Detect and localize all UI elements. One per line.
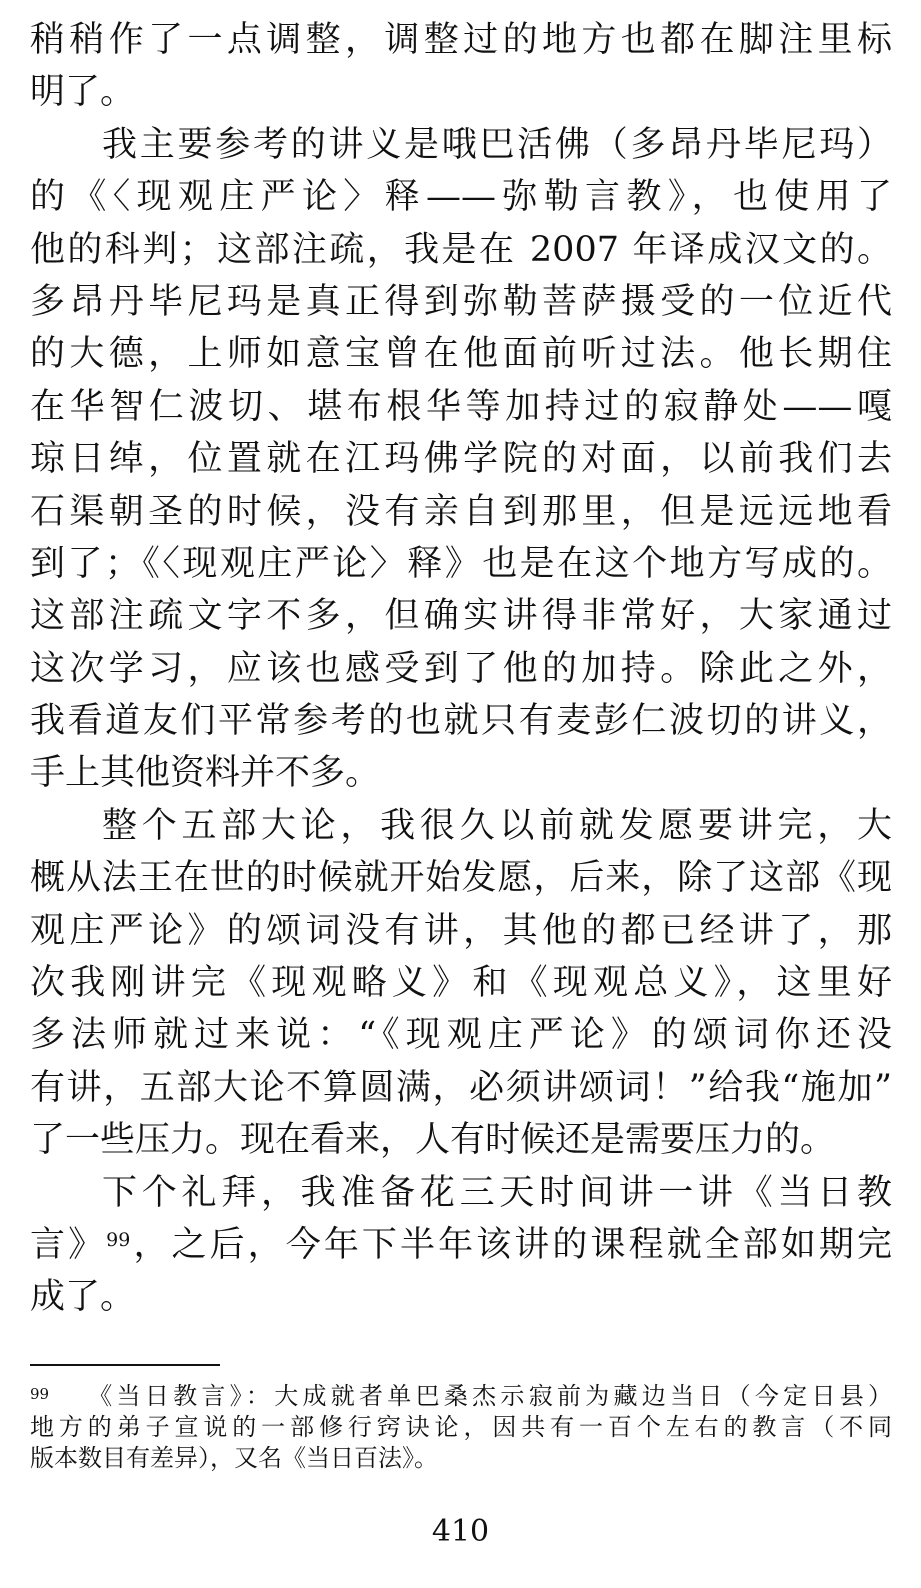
text-line: 的大德，上师如意宝曾在他面前听过法。他长期住: [30, 334, 892, 375]
text-line: 在华智仁波切、堪布根华等加持过的寂静处——嘎: [30, 386, 892, 427]
main-text: [30, 14, 892, 1324]
text-line: 这次学习，应该也感受到了他的加持。除此之外，: [30, 648, 892, 689]
footnote: [30, 1381, 892, 1474]
text-line: 石渠朝圣的时候，没有亲自到那里，但是远远地看: [30, 491, 892, 532]
text-segment: ，之后，今年下半年该讲的课程就全部如期完: [130, 1224, 892, 1265]
footnote-line: 版本数目有差异），又名《当日百法》。: [30, 1444, 438, 1472]
footnote-mark: 99: [30, 1385, 50, 1403]
paragraph-start: 我主要参考的讲义是哦巴活佛（多昂丹毕尼玛）: [102, 124, 892, 165]
text-line: 稍稍作了一点调整，调整过的地方也都在脚注里标: [30, 20, 892, 60]
text-line: 手上其他资料并不多。: [30, 753, 381, 794]
footnote-line: [30, 1381, 892, 1412]
text-line: 成了。: [30, 1277, 136, 1318]
footnote-text: 《当日教言》：大成就者单巴桑杰示寂前为藏边当日（今定日县）: [84, 1382, 892, 1410]
text-line: 到了；《〈现观庄严论〉释》也是在这个地方写成的。: [30, 543, 892, 584]
text-line: 了一些压力。现在看来，人有时候还是需要压力的。: [30, 1120, 836, 1161]
text-line: 多法师就过来说：“《现观庄严论》的颂词你还没: [30, 1015, 892, 1056]
text-line: 我看道友们平常参考的也就只有麦彭仁波切的讲义，: [30, 701, 892, 742]
footnote-reference[interactable]: 99: [106, 1228, 131, 1251]
text-line: 这部注疏文字不多，但确实讲得非常好，大家通过: [30, 596, 892, 637]
text-line: 琼日绰，位置就在江玛佛学院的对面，以前我们去: [30, 439, 892, 480]
page-number: 410: [431, 1514, 490, 1549]
paragraph-start: 下个礼拜，我准备花三天时间讲一讲《当日教: [102, 1172, 892, 1213]
text-segment: 言》: [30, 1224, 107, 1265]
text-line: 次我刚讲完《现观略义》和《现观总义》，这里好: [30, 963, 892, 1004]
text-line: 概从法王在世的时候就开始发愿，后来，除了这部《现: [30, 858, 892, 899]
footnote-line: 地方的弟子宣说的一部修行窍诀论，因共有一百个左右的教言（不同: [30, 1413, 892, 1441]
text-line: 观庄严论》的颂词没有讲，其他的都已经讲了，那: [30, 910, 892, 951]
text-line: 多昂丹毕尼玛是真正得到弥勒菩萨摄受的一位近代: [30, 281, 892, 322]
text-line: 他的科判；这部注疏，我是在 2007 年译成汉文的。: [30, 229, 892, 270]
footnote-separator: [30, 1364, 220, 1366]
text-line: 有讲，五部大论不算圆满，必须讲颂词！”给我“施加”: [30, 1067, 892, 1108]
text-line: 明了。: [30, 72, 136, 113]
text-line-with-footnote-ref: [30, 1219, 892, 1271]
text-line: 的《〈现观庄严论〉释——弥勒言教》，也使用了: [30, 177, 892, 218]
paragraph-start: 整个五部大论，我很久以前就发愿要讲完，大: [102, 805, 892, 846]
